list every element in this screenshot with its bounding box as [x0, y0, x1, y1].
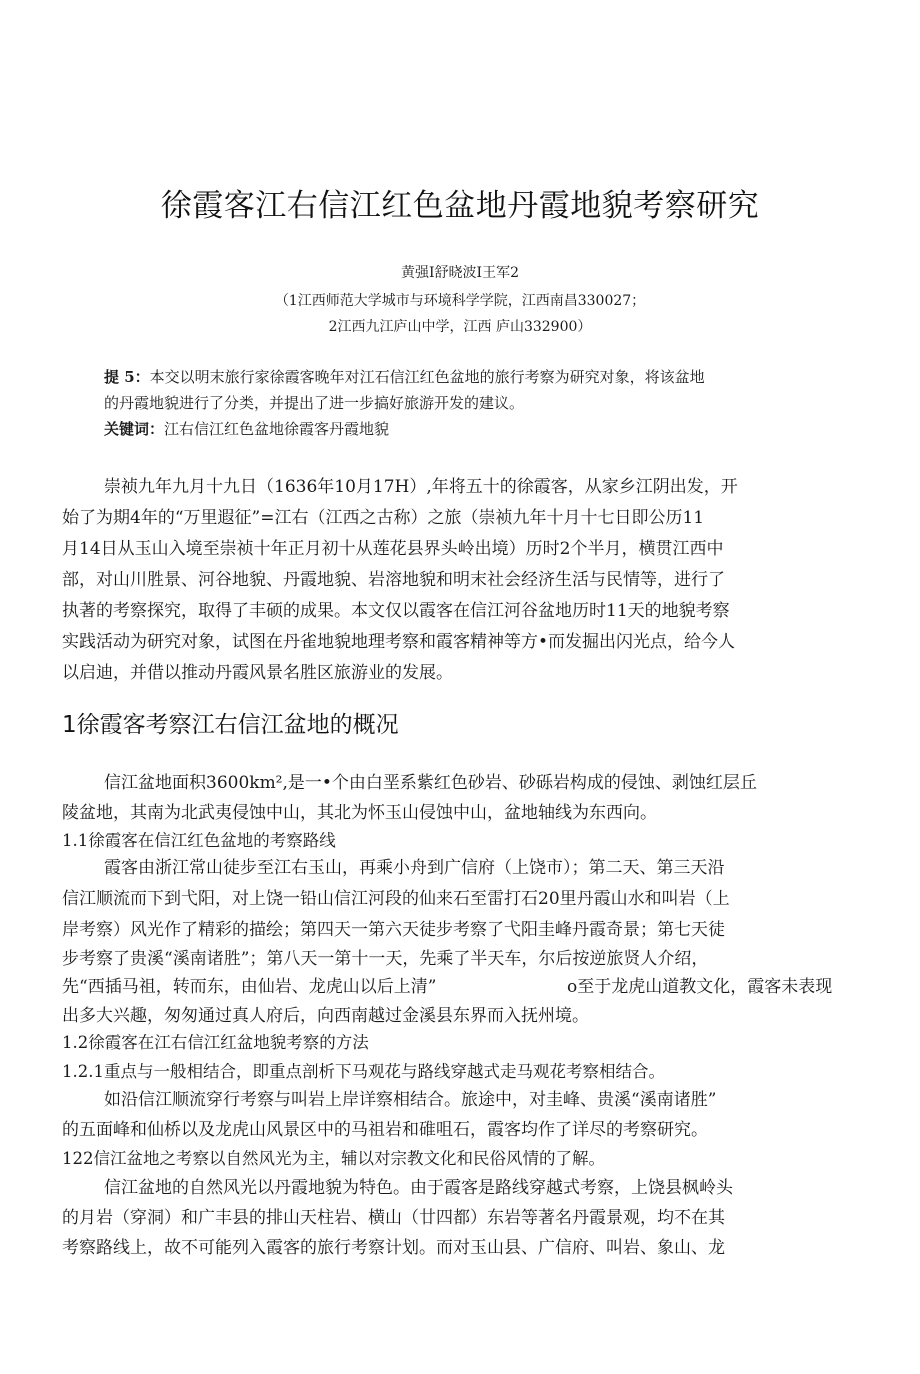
para-line: 信江顺流而下到弋阳，对上饶一铅山信江河段的仙来石至雷打石20里丹霞山水和叫岩（上	[62, 889, 730, 909]
para-line: 如沿信江顺流穿行考察与叫岩上岸详察相结合。旅途中，对圭峰、贵溪“溪南诸胜”	[104, 1090, 717, 1110]
intro-line: 实践活动为研究对象，试图在丹雀地貌地理考察和霞客精神等方•而发掘出闪光点，给今人	[62, 632, 736, 652]
para-line: 步考察了贵溪“溪南诸胜”；第八天一第十一天，先乘了半天车，尔后按逆旅贤人介绍，	[62, 949, 709, 969]
para-line-left: 先“西插马祖，转而东，由仙岩、龙虎山以后上清”	[62, 977, 437, 997]
para-line: 岸考察）风光作了精彩的描绘；第四天一第六天徒步考察了弋阳圭峰丹霞奇景；第七天徒	[62, 920, 725, 940]
para-line: 陵盆地，其南为北武夷侵蚀中山，其北为怀玉山侵蚀中山，盆地轴线为东西向。	[62, 803, 657, 823]
para-line: 信江盆地的自然风光以丹霞地貌为特色。由于霞客是路线穿越式考察，上饶县枫岭头	[104, 1178, 733, 1198]
keywords-label: 关键词：	[104, 420, 165, 438]
para-line: 出多大兴趣，匆匆通过真人府后，向西南越过金溪县东界而入抚州境。	[62, 1006, 589, 1026]
abstract-text-1: 本交以明末旅行家徐霞客晚年对江石信江红色盆地的旅行考察为研究对象，将该盆地	[149, 368, 705, 386]
para-line: 信江盆地面积3600km²,是一•个由白垩系紫红色砂岩、砂砾岩构成的侵蚀、剥蚀红层丘	[104, 773, 757, 793]
subsection-1-2-2-heading: 122信江盆地之考察以自然风光为主，辅以对宗教文化和民俗风情的了解。	[62, 1149, 605, 1168]
keywords-text: 江右信江红色盆地徐霞客丹霞地貌	[164, 420, 390, 438]
affiliation-1: （1江西师范大学城市与环境科学学院，江西南昌330027；	[274, 293, 646, 309]
intro-line: 执著的考察探究，取得了丰硕的成果。本文仅以霞客在信江河谷盆地历时11天的地貌考察	[62, 601, 730, 621]
intro-line: 以启迪，并借以推动丹霞风景名胜区旅游业的发展。	[62, 663, 453, 683]
abstract-label: 提 5：	[104, 368, 150, 386]
subsection-1-1-heading: 1.1徐霞客在信江红色盆地的考察路线	[62, 831, 336, 850]
paper-title: 徐霞客江右信江红色盆地丹霞地貌考察研究	[160, 188, 760, 224]
para-line-right: o至于龙虎山道教文化，霞客未表现	[567, 977, 833, 997]
affiliation-2: 2江西九江庐山中学，江西 庐山332900）	[328, 319, 592, 335]
keywords-line	[104, 418, 389, 439]
intro-line: 始了为期4年的“万里遐征”=江右（江西之古称）之旅（崇祯九年十月十七日即公历11	[62, 508, 705, 528]
abstract-line-1	[104, 366, 705, 387]
section-1-heading: 1徐霞客考察江右信江盆地的概况	[62, 712, 399, 738]
para-line: 的月岩（穿洞）和广丰县的排山天柱岩、横山（廿四都）东岩等著名丹霞景观，均不在其	[62, 1208, 725, 1228]
subsection-1-2-1-heading: 1.2.1重点与一般相结合，即重点剖析下马观花与路线穿越式走马观花考察相结合。	[62, 1062, 665, 1081]
subsection-1-2-heading: 1.2徐霞客在江右信江红盆地貌考察的方法	[62, 1033, 369, 1052]
intro-line: 部，对山川胜景、河谷地貌、丹霞地貌、岩溶地貌和明末社会经济生活与民情等，进行了	[62, 570, 725, 590]
para-line: 考察路线上，故不可能列入霞客的旅行考察计划。而对玉山县、广信府、叫岩、象山、龙	[62, 1238, 725, 1258]
abstract-line-2: 的丹霞地貌进行了分类，并提出了进一步搞好旅游开发的建议。	[104, 394, 525, 412]
intro-line: 崇祯九年九月十九日（1636年10月17H）,年将五十的徐霞客，从家乡江阴出发，开	[104, 477, 738, 497]
para-line: 的五面峰和仙桥以及龙虎山风景区中的马祖岩和碓咀石，霞客均作了详尽的考察研究。	[62, 1120, 708, 1140]
intro-line: 月14日从玉山入境至崇祯十年正月初十从莲花县界头岭出境）历时2个半月，横贯江西中	[62, 539, 724, 559]
author-list: 黄强I舒晓波I王军2	[401, 265, 519, 281]
para-line: 霞客由浙江常山徒步至江右玉山，再乘小舟到广信府（上饶市）；第二天、第三天沿	[104, 858, 725, 878]
